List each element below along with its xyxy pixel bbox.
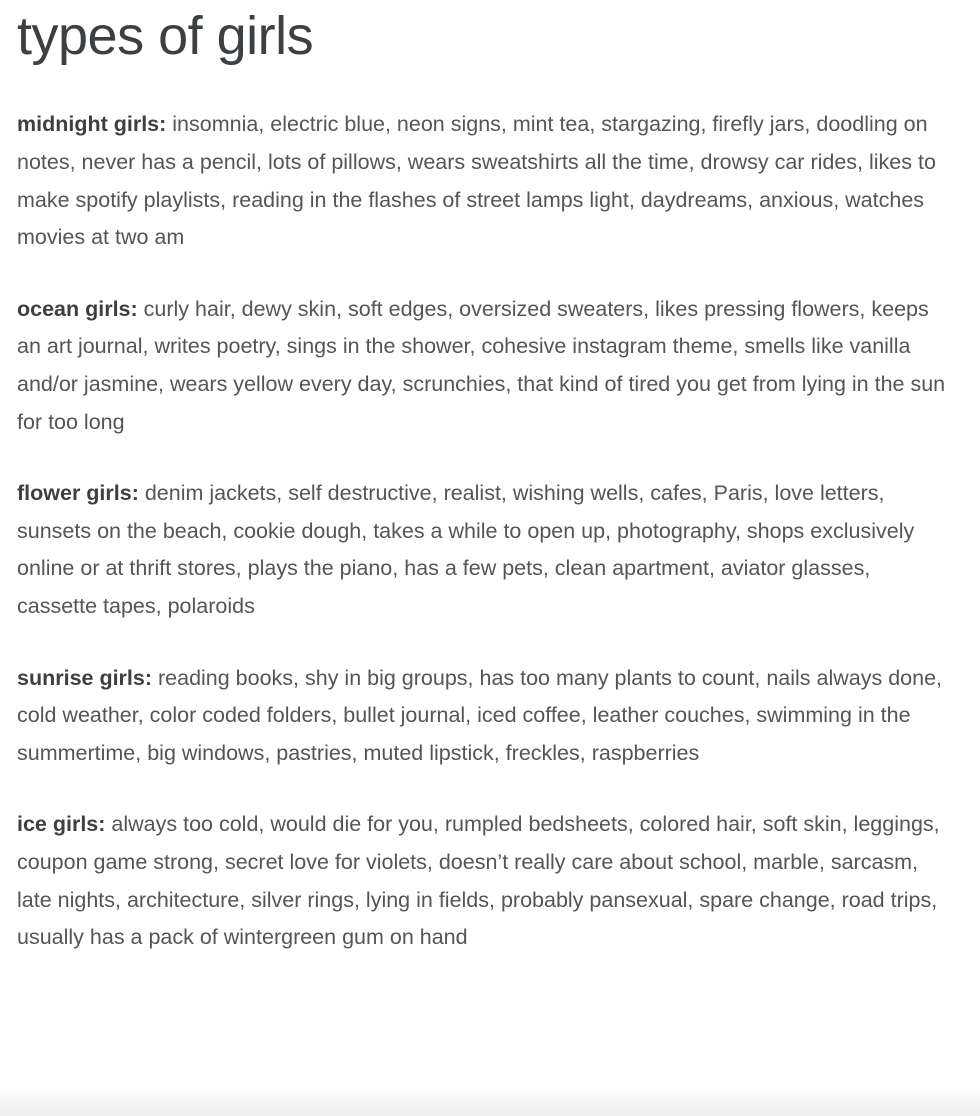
type-label: midnight girls: bbox=[17, 112, 167, 137]
type-description: insomnia, electric blue, neon signs, mint tea, stargazing, firefly jars, doodling on notes, never has a pencil, lots of pillows, wears sweatshirts all the time, drowsy car rides, likes to make spotify playlists, reading in the flashes of street lamps light, daydreams, anxious, watches movies at two am bbox=[17, 112, 936, 250]
page-title: types of girls bbox=[17, 6, 314, 66]
type-description: curly hair, dewy skin, soft edges, oversized sweaters, likes pressing flowers, keeps an art journal, writes poetry, sings in the shower, cohesive instagram theme, smells like vanilla and/or jasmine, wears yellow every day, scrunchies, that kind of tired you get from lying in the sun for too long bbox=[17, 296, 946, 434]
type-label: flower girls: bbox=[17, 481, 139, 506]
type-label: ice girls: bbox=[17, 812, 106, 837]
type-label: ocean girls: bbox=[17, 296, 138, 321]
type-paragraph-midnight-girls bbox=[17, 106, 950, 256]
type-paragraph-flower-girls bbox=[17, 475, 950, 625]
type-description: reading books, shy in big groups, has too many plants to count, nails always done, cold weather, color coded folders, bullet journal, iced coffee, leather couches, swimming in the summertime, big windows, pastries, muted lipstick, freckles, raspberries bbox=[17, 665, 943, 765]
type-label: sunrise girls: bbox=[17, 665, 153, 690]
type-description: denim jackets, self destructive, realist, wishing wells, cafes, Paris, love letters, sunsets on the beach, cookie dough, takes a while to open up, photography, shops exclusively online or at thrift stores, plays the piano, has a few pets, clean apartment, aviator glasses, cassette tapes, polaroids bbox=[17, 481, 915, 618]
type-paragraph-ice-girls bbox=[17, 806, 950, 956]
type-paragraph-sunrise-girls bbox=[17, 660, 950, 773]
type-description: always too cold, would die for you, rumpled bedsheets, colored hair, soft skin, leggings, coupon game strong, secret love for violets, doesn’t really care about school, marble, sarcasm, late nights, architecture, silver rings, lying in fields, probably pansexual, spare change, road trips, usually has a pack of wintergreen gum on hand bbox=[17, 812, 940, 950]
type-paragraph-ocean-girls bbox=[17, 291, 950, 441]
